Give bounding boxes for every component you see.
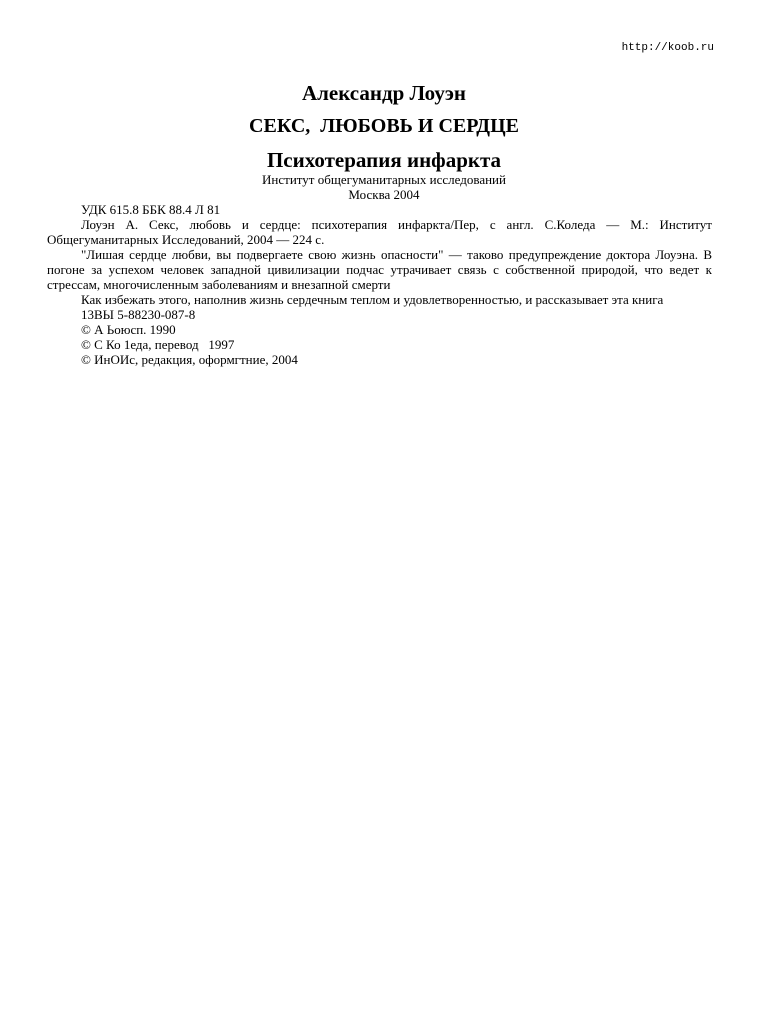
book-subtitle: Психотерапия инфаркта [266, 148, 502, 172]
publisher-name: Институт общегуманитарных исследований [262, 172, 506, 187]
publication-city-year: Москва 2004 [348, 187, 420, 202]
copyright-line: © С Ко 1еда, перевод 1997 [81, 337, 235, 352]
bibliographic-record: Лоуэн А. Секс, любовь и сердце: психотерапия инфаркта/Пер, с англ. С.Коледа — М.: Институт Общегуманитарных Исследований, 2004 — 224 с. [47, 217, 712, 247]
copyright-line: © А Ьоюсп. 1990 [81, 322, 176, 337]
author-name: Александр Лоуэн [301, 81, 467, 105]
imprint-section [47, 202, 712, 367]
copyright-line: © ИнОИс, редакция, оформгтние, 2004 [81, 352, 298, 367]
isbn-number: 13ВЫ 5-88230-087-8 [81, 307, 196, 322]
book-title: СЕКС, ЛЮБОВЬ И СЕРДЦЕ [249, 115, 519, 137]
source-url: http://koob.ru [621, 42, 714, 54]
annotation-paragraph-continued: Как избежать этого, наполнив жизнь сердечным теплом и удовлетворенностью, и рассказывает эта книга [81, 292, 664, 307]
annotation-paragraph: "Лишая сердце любви, вы подвергаете свою жизнь опасности" — таково предупреждение доктора Лоуэна. В погоне за успехом человек западной цивилизации подчас утрачивает связь с собственной природой, что ведет к стрессам, многочисленным заболеваниям и внезапной смерти [47, 247, 712, 292]
classification-codes: УДК 615.8 ББК 88.4 Л 81 [81, 202, 221, 217]
